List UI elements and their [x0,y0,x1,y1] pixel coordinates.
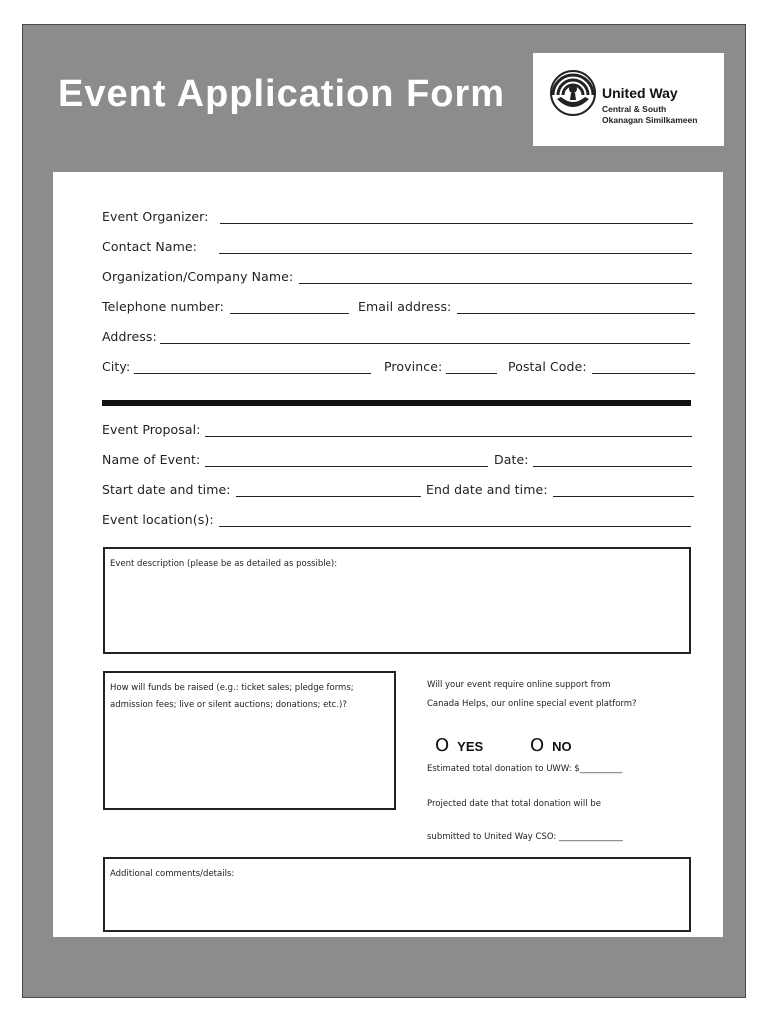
province-field[interactable] [384,358,497,374]
logo-name: United Way [602,85,678,101]
event-organizer-field[interactable] [102,208,693,224]
end-date-field[interactable] [426,481,694,497]
organization-label: Organization/Company Name: [102,269,294,284]
organization-line[interactable] [299,271,692,284]
event-location-line[interactable] [219,514,691,527]
event-date-field[interactable] [494,451,692,467]
no-option[interactable] [530,735,572,756]
online-support-question-line1: Will your event require online support from [427,680,611,690]
estimated-donation-field[interactable]: Estimated total donation to UWW: $__________ [427,764,623,774]
telephone-line[interactable] [230,301,349,314]
province-line[interactable] [446,361,497,374]
logo-subtitle-2: Okanagan Similkameen [602,115,698,125]
start-date-field[interactable] [102,481,421,497]
postal-code-line[interactable] [592,361,695,374]
organization-field[interactable] [102,268,692,284]
additional-comments-label: Additional comments/details: [110,869,235,879]
event-organizer-label: Event Organizer: [102,209,209,224]
start-date-line[interactable] [236,484,421,497]
event-proposal-line[interactable] [205,424,692,437]
event-location-field[interactable] [102,511,691,527]
funds-raised-box[interactable] [103,671,396,810]
form-page [22,24,746,998]
email-line[interactable] [457,301,695,314]
yes-label: YES [457,739,484,754]
event-description-box[interactable] [103,547,691,654]
event-proposal-label: Event Proposal: [102,422,201,437]
online-support-question-line2: Canada Helps, our online special event platform? [427,699,637,709]
form-title: Event Application Form [58,73,506,115]
city-line[interactable] [134,361,371,374]
event-proposal-field[interactable] [102,421,692,437]
start-date-label: Start date and time: [102,482,231,497]
projected-date-line1: Projected date that total donation will be [427,799,601,809]
contact-name-line[interactable] [219,241,692,254]
event-organizer-line[interactable] [220,211,693,224]
yes-option[interactable] [435,735,483,756]
projected-date-field[interactable]: submitted to United Way CSO: _______________ [427,832,623,842]
address-field[interactable] [102,328,690,344]
section-divider [102,400,691,406]
event-name-line[interactable] [205,454,488,467]
province-label: Province: [384,359,443,374]
city-field[interactable] [102,358,371,374]
form-sheet [53,172,723,937]
no-radio[interactable]: O [530,735,545,756]
city-label: City: [102,359,131,374]
telephone-label: Telephone number: [102,299,224,314]
end-date-label: End date and time: [426,482,548,497]
email-field[interactable] [358,298,695,314]
postal-code-label: Postal Code: [508,359,587,374]
address-line[interactable] [160,331,690,344]
united-way-hand-rainbow-icon [549,69,597,117]
yes-radio[interactable]: O [435,735,450,756]
united-way-logo [533,53,724,146]
event-date-label: Date: [494,452,529,467]
postal-code-field[interactable] [508,358,695,374]
event-description-label: Event description (please be as detailed as possible): [110,559,338,569]
funds-raised-label: How will funds be raised (e.g.: ticket sales; pledge forms; admission fees; live or silent auctions; donations; etc.)? [110,683,354,710]
event-name-field[interactable] [102,451,488,467]
contact-name-label: Contact Name: [102,239,197,254]
event-date-line[interactable] [533,454,692,467]
telephone-field[interactable] [102,298,349,314]
logo-subtitle-1: Central & South [602,104,667,114]
address-label: Address: [102,329,157,344]
event-location-label: Event location(s): [102,512,214,527]
event-name-label: Name of Event: [102,452,201,467]
no-label: NO [552,739,572,754]
contact-name-field[interactable] [102,238,692,254]
additional-comments-box[interactable] [103,857,691,932]
email-label: Email address: [358,299,452,314]
end-date-line[interactable] [553,484,694,497]
